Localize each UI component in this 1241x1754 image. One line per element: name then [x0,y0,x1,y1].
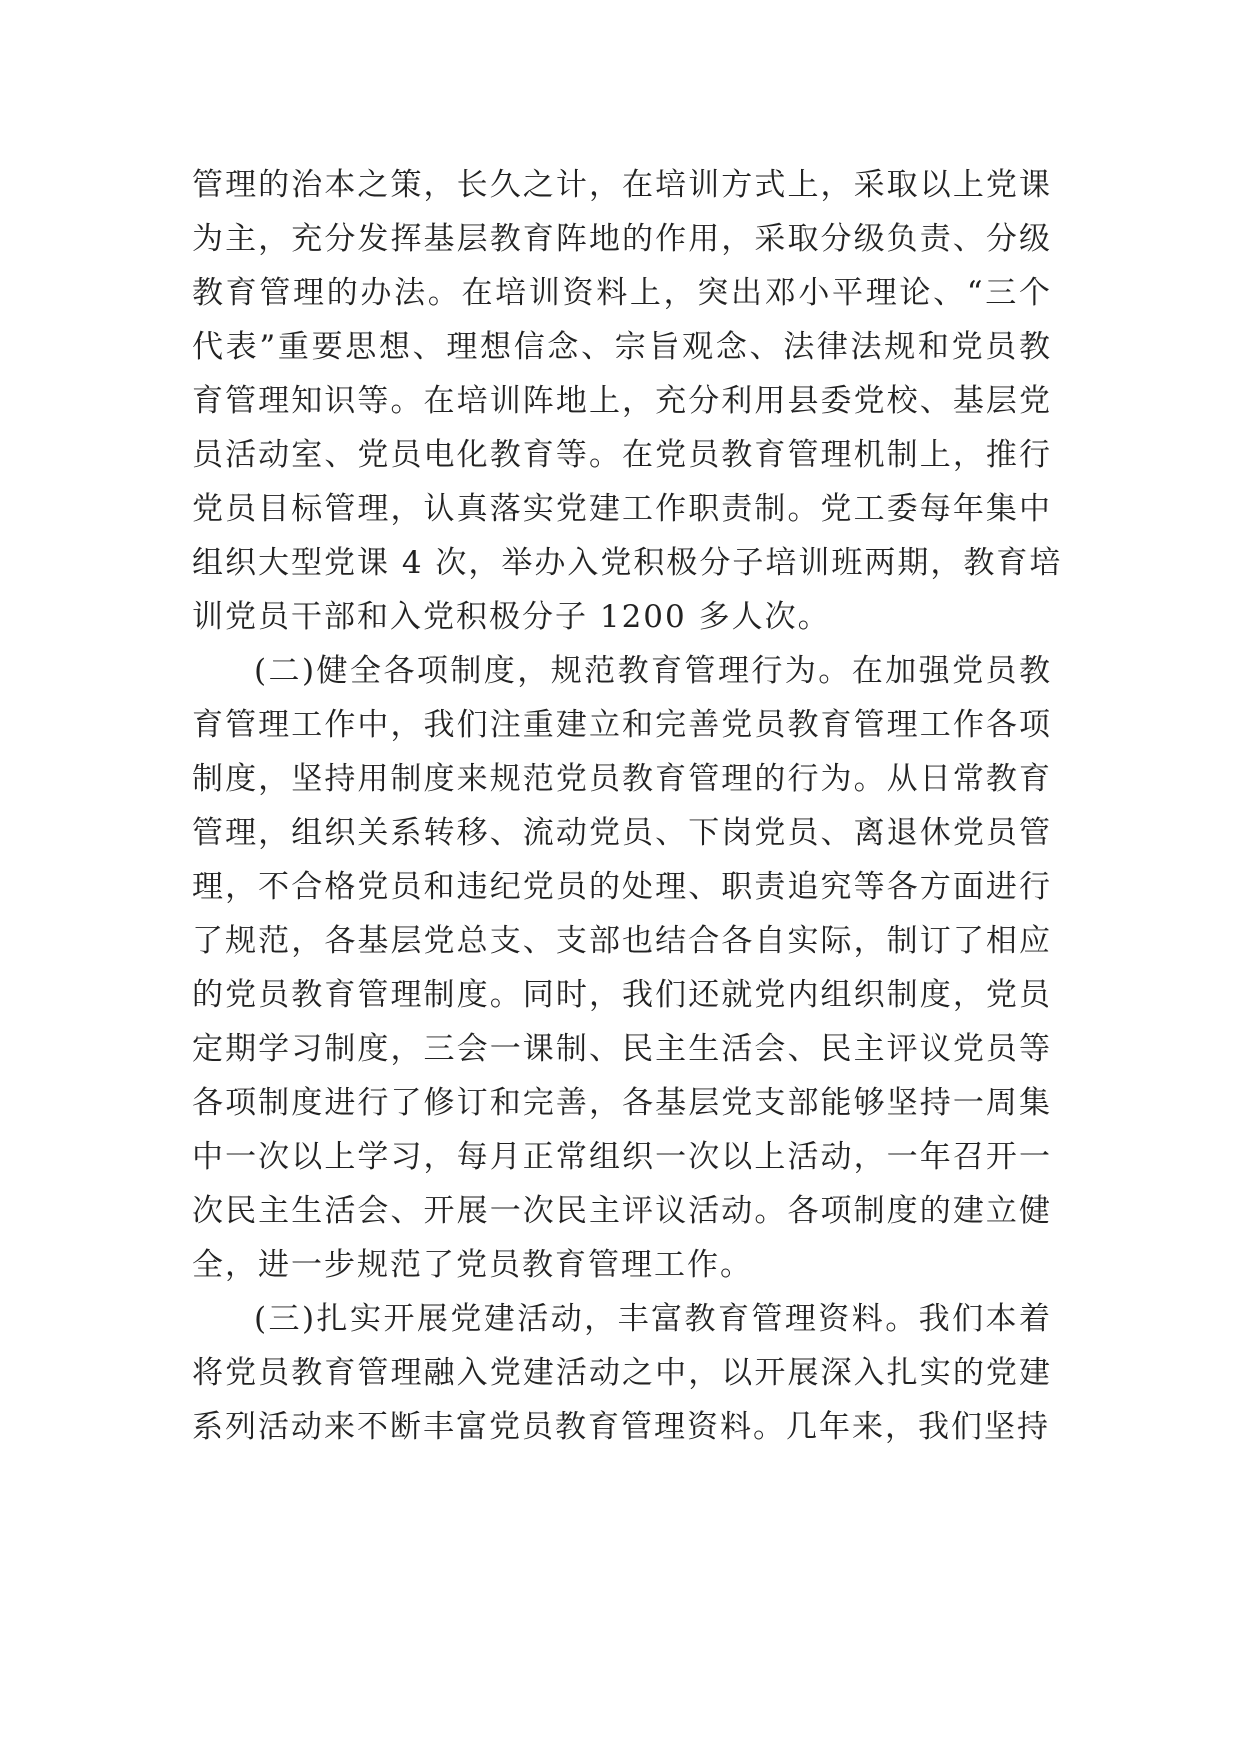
text-line: 各项制度进行了修订和完善，各基层党支部能够坚持一周集 [192,1085,1052,1121]
text-line: 系列活动来不断丰富党员教育管理资料。几年来，我们坚持 [192,1409,1050,1445]
text-line: 定期学习制度，三会一课制、民主生活会、民主评议党员等 [192,1031,1052,1067]
text-line: 次民主生活会、开展一次民主评议活动。各项制度的建立健 [192,1193,1052,1229]
text-line: 为主，充分发挥基层教育阵地的作用，采取分级负责、分级 [192,221,1052,257]
text-line: 党员目标管理，认真落实党建工作职责制。党工委每年集中 [192,491,1052,527]
text-line: 训党员干部和入党积极分子 1200 多人次。 [192,599,831,635]
paragraph [192,644,1052,1292]
text-line: 教育管理的办法。在培训资料上，突出邓小平理论、“三个 [192,275,1052,311]
text-line: 理，不合格党员和违纪党员的处理、职责追究等各方面进行 [192,869,1052,905]
text-line: 将党员教育管理融入党建活动之中，以开展深入扎实的党建 [192,1355,1052,1391]
text-line: 组织大型党课 4 次，举办入党积极分子培训班两期，教育培 [192,545,1063,581]
body-text [192,158,1063,1454]
text-line: 中一次以上学习，每月正常组织一次以上活动，一年召开一 [192,1139,1052,1175]
paragraph [192,1292,1052,1454]
text-line: 管理，组织关系转移、流动党员、下岗党员、离退休党员管 [192,815,1052,851]
text-line: 了规范，各基层党总支、支部也结合各自实际，制订了相应 [192,923,1052,959]
paragraph [192,158,1063,644]
text-line: 育管理工作中，我们注重建立和完善党员教育管理工作各项 [192,707,1052,743]
text-line: 员活动室、党员电化教育等。在党员教育管理机制上，推行 [192,437,1052,473]
text-line: (三)扎实开展党建活动，丰富教育管理资料。我们本着 [254,1301,1052,1337]
text-line: 制度，坚持用制度来规范党员教育管理的行为。从日常教育 [192,761,1052,797]
text-line: 的党员教育管理制度。同时，我们还就党内组织制度，党员 [192,977,1052,1013]
text-line: 全，进一步规范了党员教育管理工作。 [192,1247,753,1283]
text-line: 育管理知识等。在培训阵地上，充分利用县委党校、基层党 [192,383,1052,419]
text-line: 代表”重要思想、理想信念、宗旨观念、法律法规和党员教 [192,329,1052,365]
text-line: 管理的治本之策，长久之计，在培训方式上，采取以上党课 [192,167,1052,203]
text-line: (二)健全各项制度，规范教育管理行为。在加强党员教 [254,653,1052,689]
